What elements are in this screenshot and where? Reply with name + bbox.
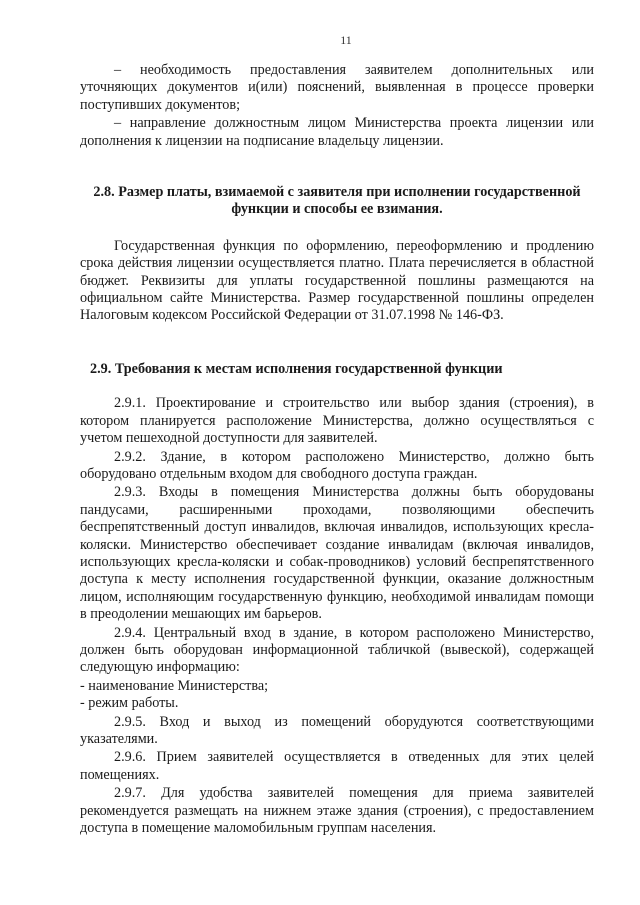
paragraph-2-9-7: 2.9.7. Для удобства заявителей помещения для приема заявителей рекомендуется размещать на нижнем этаже здания (строения), с предоставлением доступа в помещение маломобильным группам населения. (80, 785, 594, 837)
paragraph-2-9-5: 2.9.5. Вход и выход из помещений оборудуются соответствующими указателями. (80, 713, 594, 747)
paragraph-2-9-3: 2.9.3. Входы в помещения Министерства должны быть оборудованы пандусами, расширенными проходами, позволяющими обеспечить беспрепятственный доступ инвалидов, включая инвалидов, использующих кресла-коляски. Министерство обеспечивает создание инвалидам (включая инвалидов, использующих кресла-коляски и собак-проводников) условий беспрепятственного доступа к месту исполнения государственной функции, оказание должностным лицом, исполняющим государственную функцию, необходимой инвалидам помощи в преодолении мешающих им барьеров. (80, 484, 594, 623)
paragraph-2-9-4: 2.9.4. Центральный вход в здание, в котором расположено Министерство, должен быть оборудован информационной табличкой (вывеской), содержащей следующую информацию: (80, 624, 594, 676)
paragraph-2-9-6: 2.9.6. Прием заявителей осуществляется в отведенных для этих целей помещениях. (80, 749, 594, 783)
bullet-item-additional-documents: – необходимость предоставления заявителем дополнительных или уточняющих документов и(или) пояснений, выявленная в процессе проверки поступивших документов; (80, 62, 594, 113)
paragraph-2-9-1: 2.9.1. Проектирование и строительство или выбор здания (строения), в котором планируется расположение Министерства, должно осуществляться с учетом пешеходной доступности для заявителей. (80, 395, 594, 447)
list-item-work-schedule: - режим работы. (80, 695, 179, 712)
bullet-item-license-signing: – направление должностным лицом Министерства проекта лицензии или дополнения к лицензии на подписание владельцу лицензии. (80, 115, 594, 149)
section-heading-2-9: 2.9. Требования к местам исполнения государственной функции (90, 360, 503, 377)
section-2-8-paragraph: Государственная функция по оформлению, переоформлению и продлению срока действия лицензии осуществляется платно. Плата перечисляется в областной бюджет. Реквизиты для уплаты государственной пошлины размещаются на официальном сайте Министерства. Размер государственной пошлины определен Налоговым кодексом Российской Федерации от 31.07.1998 № 146-ФЗ. (80, 237, 594, 324)
page-number: 11 (340, 33, 352, 47)
list-item-ministry-name: - наименование Министерства; (80, 677, 269, 694)
section-heading-2-8: 2.8. Размер платы, взимаемой с заявителя при исполнении государственной функции и способы ее взимания. (93, 184, 581, 218)
paragraph-2-9-2: 2.9.2. Здание, в котором расположено Министерство, должно быть оборудовано отдельным входом для свободного доступа граждан. (80, 448, 594, 482)
